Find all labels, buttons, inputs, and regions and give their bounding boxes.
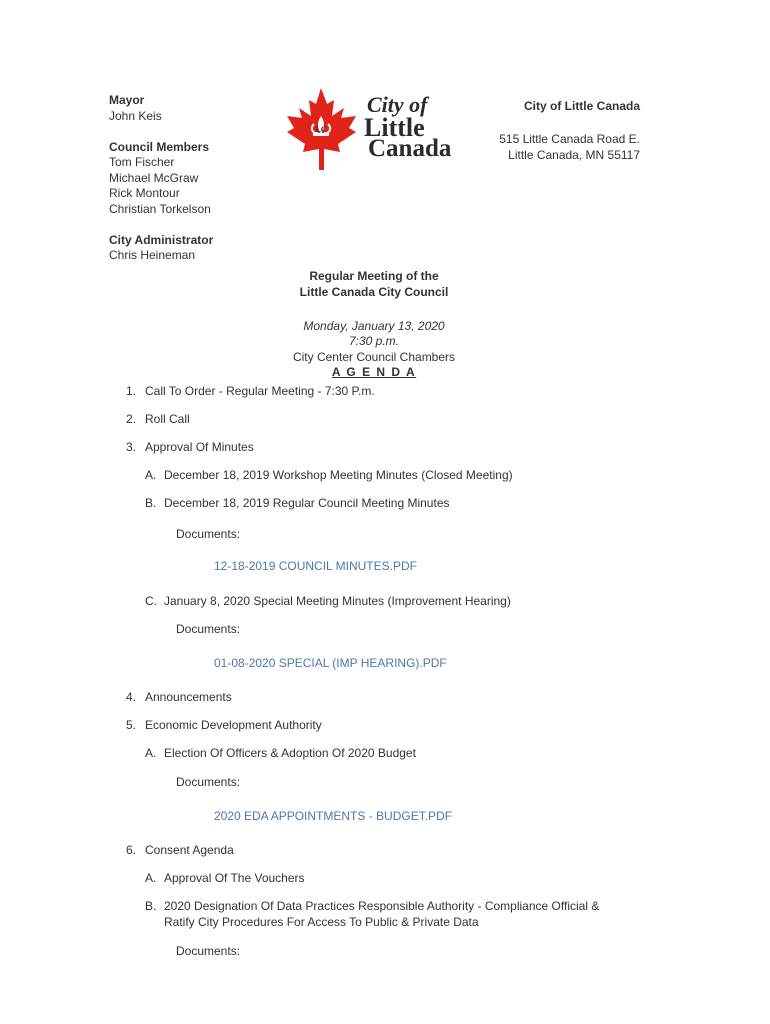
council-member: Tom Fischer: [109, 155, 175, 169]
documents-label: Documents:: [176, 775, 241, 789]
meeting-title-line2: Little Canada City Council: [299, 285, 449, 299]
documents-label: Documents:: [176, 622, 241, 636]
logo-line3: Canada: [368, 135, 452, 162]
agenda-item-number: 5.: [126, 718, 137, 732]
agenda-item-number: 2.: [126, 412, 137, 426]
agenda-subitem-letter: A.: [145, 746, 157, 760]
document-link-special-hearing[interactable]: 01-08-2020 SPECIAL (IMP HEARING).PDF: [214, 656, 447, 670]
documents-label: Documents:: [176, 527, 241, 541]
agenda-subitem-letter: A.: [145, 871, 157, 885]
agenda-item-number: 3.: [126, 440, 137, 454]
agenda-item-eda: Economic Development Authority: [145, 718, 322, 732]
logo-line1: City of: [367, 92, 428, 117]
agenda-subitem-data-practices-line1: 2020 Designation Of Data Practices Responsible Authority - Compliance Official &: [164, 899, 600, 913]
address-line2: Little Canada, MN 55117: [508, 148, 640, 162]
agenda-subitem-workshop-minutes: December 18, 2019 Workshop Meeting Minutes (Closed Meeting): [164, 468, 513, 482]
org-name: City of Little Canada: [523, 99, 640, 113]
agenda-subitem-data-practices-line2: Ratify City Procedures For Access To Public & Private Data: [164, 915, 479, 929]
meeting-time: 7:30 p.m.: [348, 334, 400, 348]
address-line1: 515 Little Canada Road E.: [499, 132, 640, 146]
admin-heading: City Administrator: [109, 233, 214, 247]
agenda-subitem-special-minutes: January 8, 2020 Special Meeting Minutes (Improvement Hearing): [164, 594, 511, 608]
agenda-subitem-letter: B.: [145, 899, 157, 913]
meeting-location: City Center Council Chambers: [292, 350, 456, 364]
document-link-eda-budget[interactable]: 2020 EDA APPOINTMENTS - BUDGET.PDF: [214, 809, 453, 823]
agenda-subitem-letter: C.: [145, 594, 157, 608]
agenda-item-approval-of-minutes: Approval Of Minutes: [145, 440, 254, 454]
agenda-item-consent-agenda: Consent Agenda: [145, 843, 234, 857]
council-heading: Council Members: [109, 140, 210, 154]
maple-leaf-logo-icon: [280, 86, 472, 172]
agenda-item-number: 4.: [126, 690, 137, 704]
admin-name: Chris Heineman: [109, 248, 196, 262]
agenda-subitem-letter: A.: [145, 468, 157, 482]
agenda-heading-text: A G E N D A: [331, 365, 417, 379]
document-link-council-minutes[interactable]: 12-18-2019 COUNCIL MINUTES.PDF: [214, 559, 417, 573]
agenda-item-number: 1.: [126, 384, 137, 398]
logo-emblem-text: LC: [315, 125, 327, 134]
agenda-item-call-to-order: Call To Order - Regular Meeting - 7:30 P.m.: [145, 384, 375, 398]
meeting-title-line1: Regular Meeting of the: [309, 269, 439, 283]
agenda-item-roll-call: Roll Call: [145, 412, 190, 426]
agenda-subitem-letter: B.: [145, 496, 157, 510]
council-member: Michael McGraw: [109, 171, 199, 185]
mayor-name: John Keis: [109, 109, 162, 123]
council-member: Rick Montour: [109, 186, 180, 200]
agenda-item-number: 6.: [126, 843, 137, 857]
council-member: Christian Torkelson: [109, 202, 211, 216]
agenda-heading: [274, 365, 474, 379]
agenda-subitem-election-officers: Election Of Officers & Adoption Of 2020 Budget: [164, 746, 416, 760]
city-logo: [280, 86, 472, 172]
agenda-subitem-regular-minutes: December 18, 2019 Regular Council Meeting Minutes: [164, 496, 450, 510]
mayor-heading: Mayor: [109, 93, 145, 107]
agenda-item-announcements: Announcements: [145, 690, 232, 704]
meeting-date: Monday, January 13, 2020: [303, 319, 445, 333]
documents-label: Documents:: [176, 944, 241, 958]
logo-line2: Little: [364, 113, 425, 142]
agenda-subitem-vouchers: Approval Of The Vouchers: [164, 871, 305, 885]
